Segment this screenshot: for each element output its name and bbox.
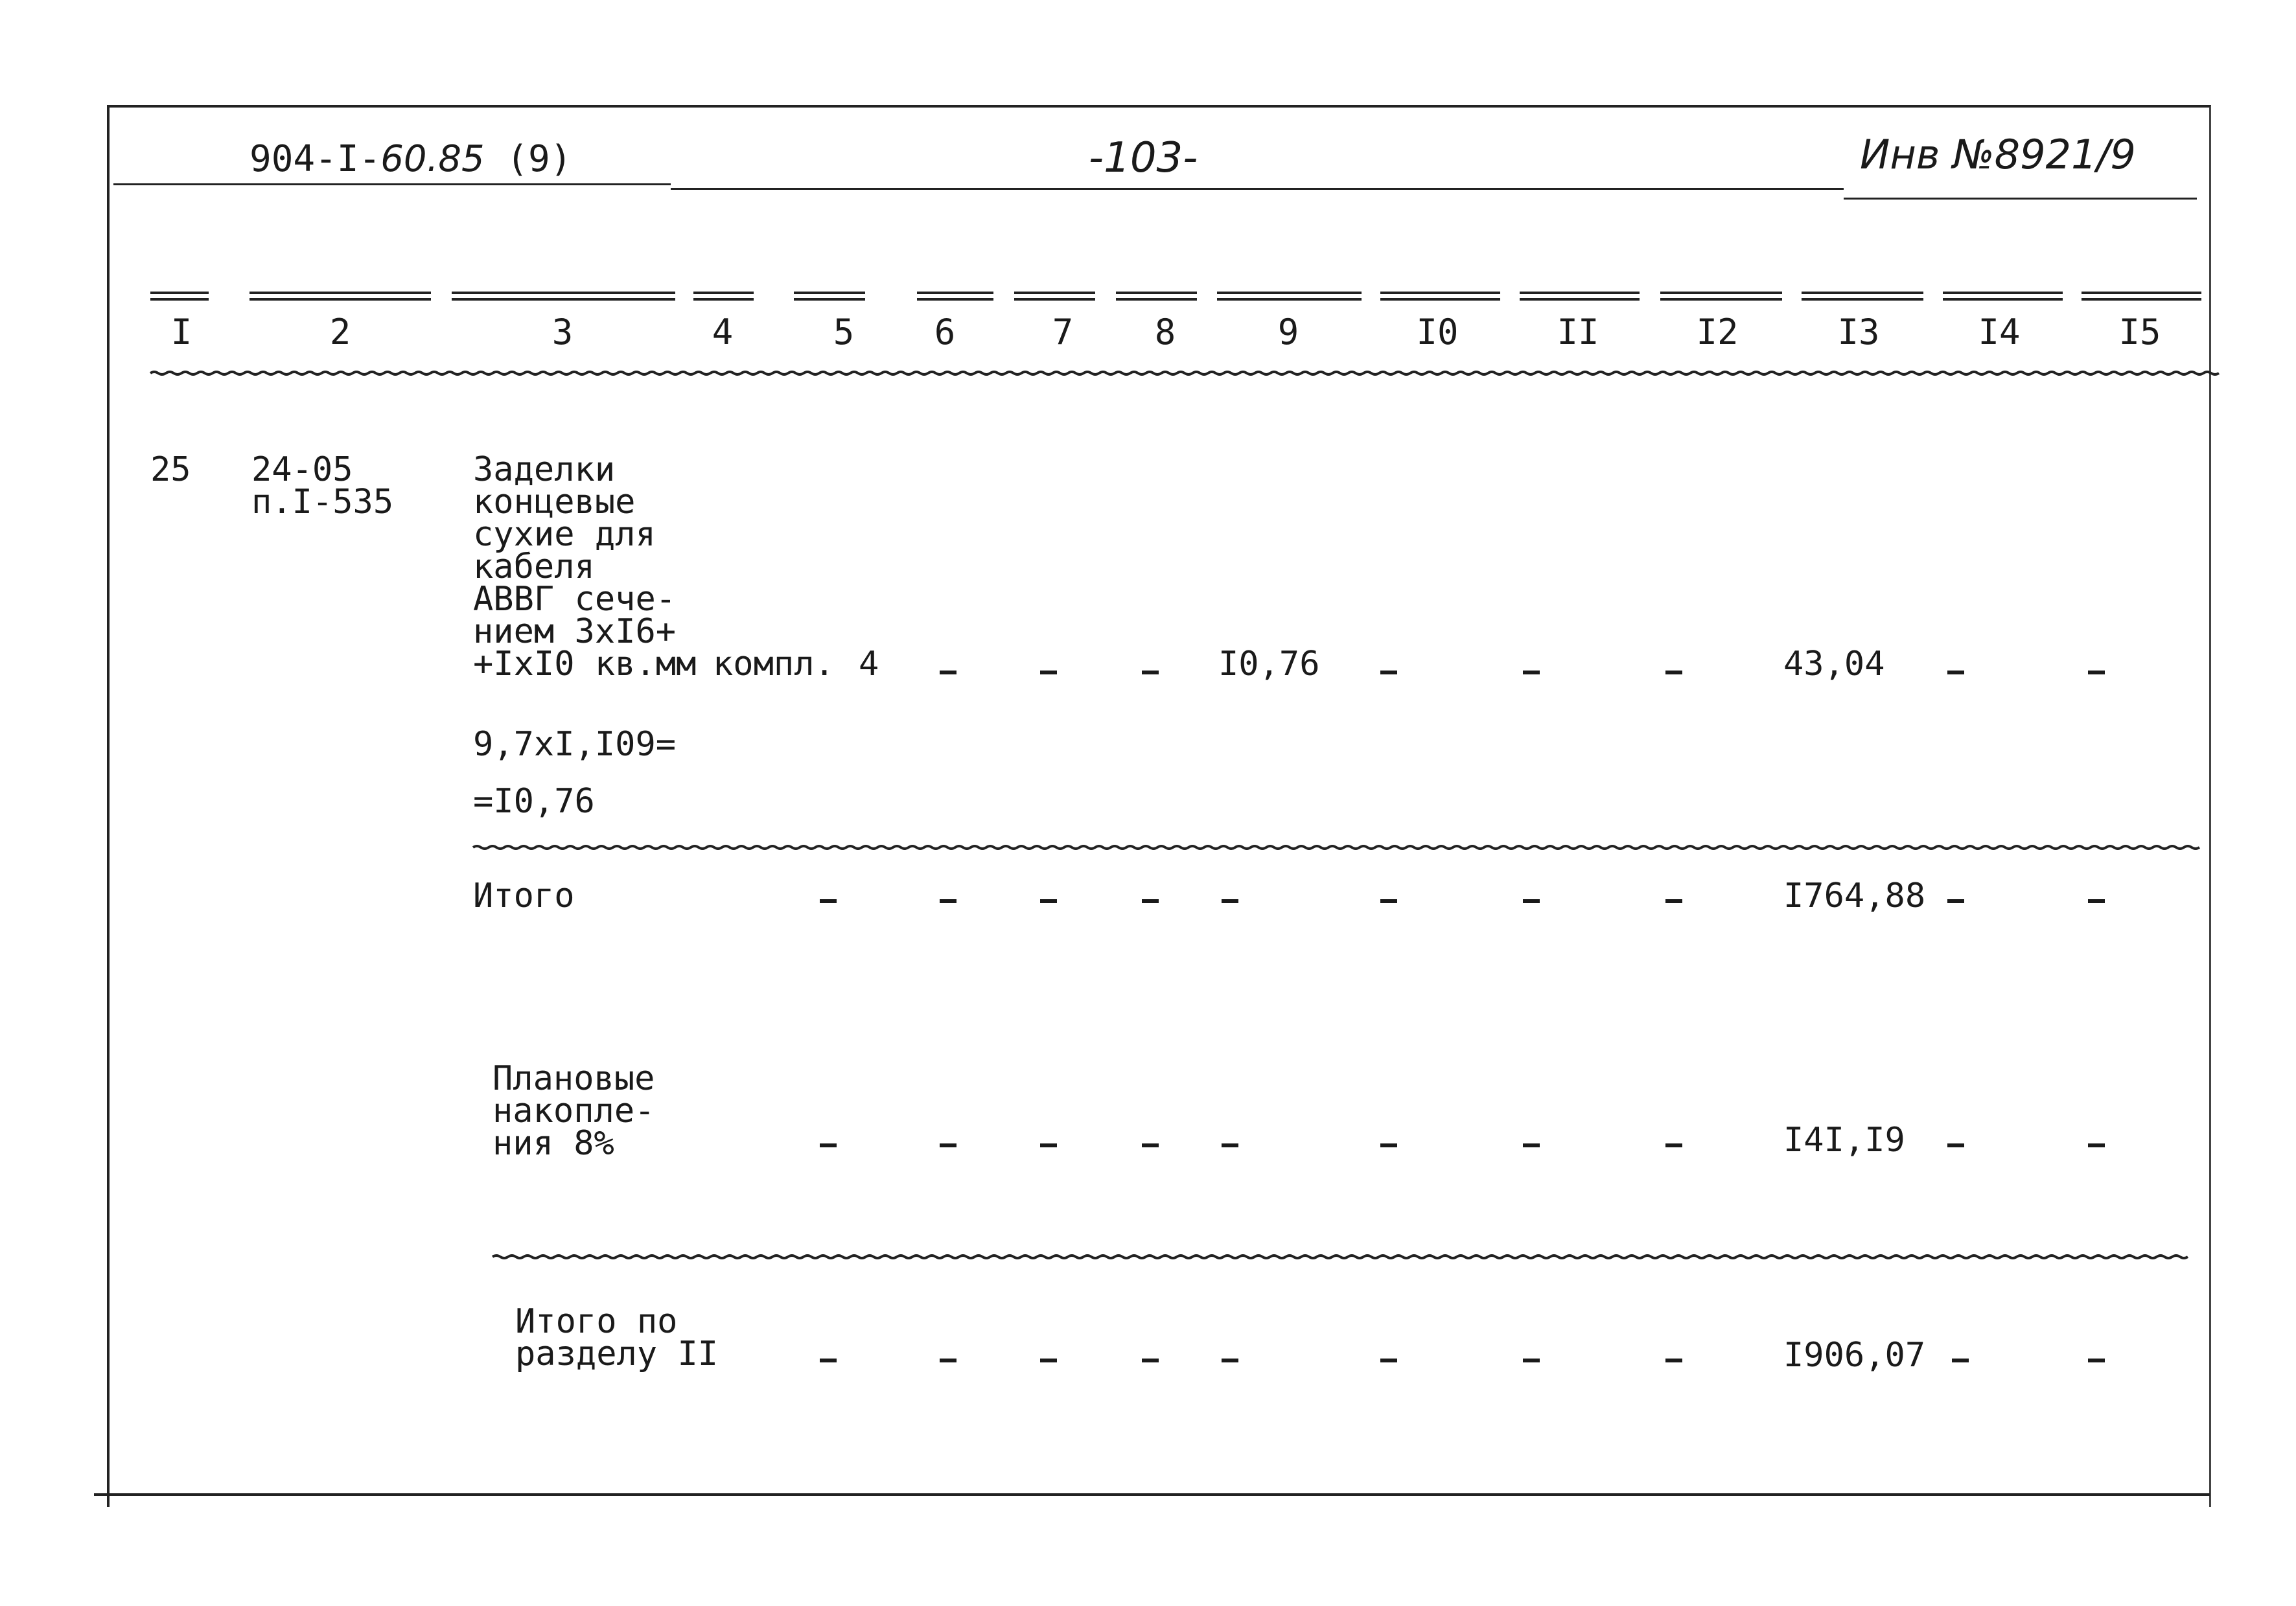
document-code xyxy=(249,138,572,180)
row-25-col9-value: I0,76 xyxy=(1218,645,1320,683)
row-25-description-line: нием 3хI6+ xyxy=(473,612,677,651)
section-total-dash xyxy=(940,1359,957,1362)
planned-label-line: ния 8% xyxy=(493,1124,614,1163)
row-25-description-line: концевые xyxy=(473,483,636,522)
section-total-dash xyxy=(820,1359,837,1362)
column-number: I xyxy=(170,312,192,352)
section-total-label-line: разделу II xyxy=(515,1335,719,1373)
subtotal-dash xyxy=(820,899,837,903)
column-number: II xyxy=(1557,312,1599,352)
column-number: 4 xyxy=(712,312,734,352)
document-code-handwritten: 60.85 xyxy=(380,138,485,180)
row-25-description xyxy=(473,450,697,683)
row-25-code-line: п.I-535 xyxy=(251,483,394,522)
planned-col13-value: I4I,I9 xyxy=(1783,1121,1905,1160)
inventory-number-stamp: Инв №8921/9 xyxy=(1860,131,2136,178)
planned-label-line: накопле- xyxy=(493,1092,655,1130)
planned-accumulations-label xyxy=(493,1059,655,1163)
document-code-suffix: (9) xyxy=(506,138,572,180)
row-25-col13-value: 43,04 xyxy=(1783,645,1885,683)
planned-dash xyxy=(940,1143,957,1147)
planned-label-line: Плановые xyxy=(493,1059,655,1098)
planned-dash xyxy=(1523,1143,1540,1147)
header-double-rule xyxy=(452,292,675,301)
header-rule-middle xyxy=(671,188,1844,190)
subtotal-dash xyxy=(1142,899,1159,903)
column-number: I5 xyxy=(2118,312,2161,352)
header-double-rule xyxy=(1520,292,1640,301)
header-double-rule xyxy=(794,292,865,301)
header-double-rule xyxy=(1943,292,2063,301)
subtotal-label: Итого xyxy=(473,877,575,915)
frame-bottom-border xyxy=(94,1493,2210,1496)
header-double-rule xyxy=(1217,292,1362,301)
section-total-col13-value: I906,07 xyxy=(1783,1336,1926,1375)
column-number: I3 xyxy=(1837,312,1880,352)
header-double-rule xyxy=(1802,292,1923,301)
row-25-number: 25 xyxy=(150,450,191,489)
row-25-dash xyxy=(1142,671,1159,674)
column-number: 5 xyxy=(833,312,855,352)
planned-dash xyxy=(1142,1143,1159,1147)
header-double-rule xyxy=(2081,292,2201,301)
planned-dash xyxy=(1947,1143,1964,1147)
row-25-description-line: АВВГ сече- xyxy=(473,580,677,619)
subtotal-dash xyxy=(2088,899,2105,903)
row-25-description-line: +IхI0 кв.мм xyxy=(473,645,697,683)
page-number: -103- xyxy=(1089,134,1198,182)
header-double-rule xyxy=(150,292,209,301)
row-25-dash xyxy=(1040,671,1057,674)
document-code-printed: 904-I- xyxy=(249,138,381,180)
row-25-dash xyxy=(1380,671,1397,674)
header-double-rule xyxy=(249,292,431,301)
header-double-rule xyxy=(1380,292,1500,301)
column-number: 6 xyxy=(934,312,956,352)
section-total-dash xyxy=(1040,1359,1057,1362)
section-total-dash xyxy=(1952,1359,1969,1362)
row-25-code-line: 24-05 xyxy=(251,450,353,489)
section-total-label xyxy=(515,1302,719,1373)
subtotal-dash xyxy=(1665,899,1682,903)
section-total-dash xyxy=(2088,1359,2105,1362)
planned-dash xyxy=(1665,1143,1682,1147)
section-total-dash xyxy=(1222,1359,1238,1362)
subtotal-dash xyxy=(1523,899,1540,903)
row-25-dash xyxy=(940,671,957,674)
section-divider-wavy-rule xyxy=(493,1253,2174,1259)
row-25-calculation xyxy=(473,716,676,830)
section-total-dash xyxy=(1665,1359,1682,1362)
header-double-rule xyxy=(693,292,754,301)
section-total-dash xyxy=(1380,1359,1397,1362)
header-rule-right xyxy=(1844,198,2197,200)
row-divider-wavy-rule xyxy=(473,843,2187,850)
column-number: I0 xyxy=(1416,312,1459,352)
planned-dash xyxy=(1380,1143,1397,1147)
section-total-dash xyxy=(1142,1359,1159,1362)
planned-dash xyxy=(2088,1143,2105,1147)
row-25-description-line: сухие для xyxy=(473,515,656,554)
row-25-dash xyxy=(1947,671,1964,674)
section-total-dash xyxy=(1523,1359,1540,1362)
row-25-description-line: Заделки xyxy=(473,450,616,489)
subtotal-dash xyxy=(1040,899,1057,903)
row-25-dash xyxy=(1523,671,1540,674)
row-25-calculation-line: 9,7хI,I09= xyxy=(473,725,677,764)
subtotal-dash xyxy=(940,899,957,903)
header-rule-left xyxy=(113,183,671,185)
subtotal-dash xyxy=(1222,899,1238,903)
column-number: 7 xyxy=(1052,312,1074,352)
planned-dash xyxy=(1040,1143,1057,1147)
planned-dash xyxy=(820,1143,837,1147)
column-number: I2 xyxy=(1696,312,1739,352)
column-number: 9 xyxy=(1277,312,1299,352)
column-number: I4 xyxy=(1978,312,2021,352)
row-25-description-line: кабеля xyxy=(473,547,595,586)
row-25-dash xyxy=(1665,671,1682,674)
column-number: 8 xyxy=(1154,312,1176,352)
subtotal-col13-value: I764,88 xyxy=(1783,877,1926,915)
subtotal-dash xyxy=(1947,899,1964,903)
column-number: 3 xyxy=(551,312,574,352)
header-double-rule xyxy=(917,292,993,301)
subtotal-dash xyxy=(1380,899,1397,903)
row-25-dash xyxy=(2088,671,2105,674)
column-number: 2 xyxy=(329,312,351,352)
header-wavy-rule xyxy=(150,369,2205,376)
header-double-rule xyxy=(1116,292,1197,301)
planned-dash xyxy=(1222,1143,1238,1147)
row-25-code xyxy=(251,450,394,522)
row-25-quantity: 4 xyxy=(859,645,879,683)
section-total-label-line: Итого по xyxy=(515,1302,678,1341)
header-double-rule xyxy=(1014,292,1095,301)
row-25-calculation-line: =I0,76 xyxy=(473,782,595,821)
header-double-rule xyxy=(1660,292,1782,301)
row-25-unit: компл. xyxy=(713,645,835,683)
